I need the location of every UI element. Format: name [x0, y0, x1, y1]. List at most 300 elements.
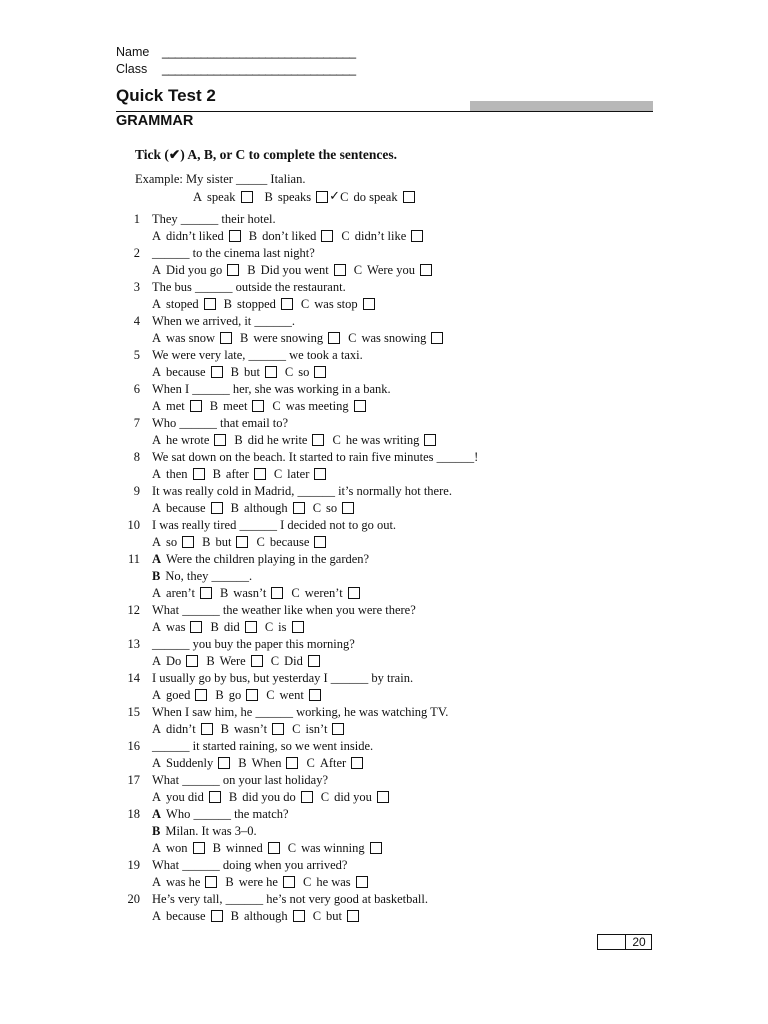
- option-c[interactable]: [291, 585, 359, 601]
- options-row: [152, 840, 390, 856]
- answer-checkbox[interactable]: [308, 655, 320, 667]
- option-text: was: [166, 620, 186, 634]
- answer-checkbox[interactable]: [218, 757, 230, 769]
- option-text: Suddenly: [166, 756, 214, 770]
- answer-checkbox[interactable]: [271, 587, 283, 599]
- answer-checkbox[interactable]: [272, 723, 284, 735]
- option-letter: B: [225, 875, 234, 889]
- option-letter: A: [152, 535, 162, 549]
- answer-checkbox[interactable]: [420, 264, 432, 276]
- question-text: [152, 568, 252, 584]
- option-b[interactable]: [210, 398, 265, 414]
- option-letter: B: [240, 331, 249, 345]
- answer-checkbox[interactable]: [200, 587, 212, 599]
- option-letter: B: [212, 841, 221, 855]
- option-c[interactable]: [354, 262, 432, 278]
- options-row: [152, 296, 383, 312]
- page-title: Quick Test 2: [116, 86, 216, 105]
- question-text: [152, 704, 448, 720]
- question-number: 7: [133, 416, 140, 430]
- question-number: 19: [127, 858, 140, 872]
- option-text: Did you went: [260, 263, 329, 277]
- option-c[interactable]: [272, 398, 365, 414]
- answer-checkbox[interactable]: [431, 332, 443, 344]
- option-text: speaks: [277, 190, 312, 204]
- score-total: 20: [632, 935, 646, 949]
- option-text: was snowing: [361, 331, 427, 345]
- option-b[interactable]: [249, 228, 334, 244]
- question-sentence: When we arrived, it ______.: [152, 314, 296, 328]
- option-b[interactable]: [220, 585, 283, 601]
- option-text: he wrote: [166, 433, 210, 447]
- option-text: because: [166, 365, 206, 379]
- answer-checkbox[interactable]: [314, 366, 326, 378]
- option-b[interactable]: [213, 840, 280, 856]
- option-text: met: [166, 399, 185, 413]
- question-sentence: ______ you buy the paper this morning?: [152, 637, 355, 651]
- options-row: [152, 228, 431, 244]
- question-sentence: The bus ______ outside the restaurant.: [152, 280, 346, 294]
- question-text: [152, 449, 478, 465]
- answer-checkbox[interactable]: [205, 876, 217, 888]
- option-b[interactable]: [240, 330, 340, 346]
- option-letter: A: [152, 399, 162, 413]
- option-letter: B: [238, 756, 247, 770]
- option-letter: B: [210, 620, 219, 634]
- option-b[interactable]: [247, 262, 345, 278]
- class-blank-line[interactable]: ______________________________: [162, 62, 356, 76]
- options-row: [152, 398, 374, 414]
- option-text: was stop: [314, 297, 358, 311]
- option-text: he was: [316, 875, 351, 889]
- answer-checkbox[interactable]: [314, 468, 326, 480]
- option-b[interactable]: [224, 296, 293, 312]
- option-text: Did you go: [166, 263, 223, 277]
- question-text: [152, 602, 416, 618]
- header-grey-bar: [470, 101, 653, 111]
- example-label: Example:: [135, 172, 183, 186]
- option-text: speak: [207, 190, 236, 204]
- option-text: is: [278, 620, 287, 634]
- option-a[interactable]: [152, 296, 216, 312]
- answer-checkbox[interactable]: [265, 366, 277, 378]
- answer-checkbox[interactable]: [424, 434, 436, 446]
- option-text: so: [166, 535, 178, 549]
- option-text: but: [243, 365, 260, 379]
- option-a[interactable]: [152, 840, 205, 856]
- option-letter: B: [228, 790, 238, 804]
- options-row: [152, 721, 352, 737]
- option-a[interactable]: [152, 653, 198, 669]
- question-sentence: Who ______ that email to?: [152, 416, 289, 430]
- question-number: 15: [127, 705, 140, 719]
- answer-checkbox[interactable]: [334, 264, 346, 276]
- question-sentence: ______ it started raining, so we went inside.: [152, 739, 374, 753]
- option-text: although: [243, 501, 288, 515]
- option-b[interactable]: [231, 500, 305, 516]
- option-text: Were you: [367, 263, 415, 277]
- option-letter: B: [230, 365, 239, 379]
- answer-checkbox[interactable]: [251, 655, 263, 667]
- answer-checkbox[interactable]: [293, 502, 305, 514]
- option-c[interactable]: [332, 432, 436, 448]
- answer-checkbox[interactable]: [411, 230, 423, 242]
- question-sentence: He’s very tall, ______ he’s not very good at basketball.: [152, 892, 428, 906]
- answer-checkbox[interactable]: [286, 757, 298, 769]
- question-text: [152, 857, 347, 873]
- option-a[interactable]: [152, 466, 205, 482]
- option-letter: B: [247, 263, 256, 277]
- answer-checkbox[interactable]: [246, 689, 258, 701]
- option-letter: A: [152, 433, 162, 447]
- question-sentence: When I saw him, he ______ working, he was watching TV.: [152, 705, 449, 719]
- question-sentence: Were the children playing in the garden?: [166, 552, 370, 566]
- option-text: winned: [225, 841, 263, 855]
- option-letter: B: [219, 586, 229, 600]
- option-letter: B: [220, 722, 230, 736]
- option-b[interactable]: [231, 364, 277, 380]
- option-text: then: [166, 467, 188, 481]
- answer-checkbox[interactable]: [301, 791, 313, 803]
- answer-checkbox[interactable]: [211, 502, 223, 514]
- answer-checkbox[interactable]: [245, 621, 257, 633]
- option-text: Did: [284, 654, 303, 668]
- option-text: don’t liked: [262, 229, 317, 243]
- option-letter: A: [152, 688, 162, 702]
- answer-checkbox[interactable]: [332, 723, 344, 735]
- option-letter: A: [152, 756, 162, 770]
- question-number: 12: [127, 603, 140, 617]
- option-text: he was writing: [345, 433, 420, 447]
- answer-checkbox[interactable]: [281, 298, 293, 310]
- option-letter: C: [270, 654, 280, 668]
- option-text: didn’t: [166, 722, 196, 736]
- speaker-label: B: [152, 824, 161, 838]
- option-letter: B: [202, 535, 211, 549]
- option-text: later: [287, 467, 310, 481]
- option-letter: C: [341, 229, 350, 243]
- option-text: stoped: [166, 297, 199, 311]
- option-b[interactable]: [213, 466, 266, 482]
- option-letter: C: [292, 722, 301, 736]
- option-b[interactable]: [234, 432, 324, 448]
- option-b[interactable]: [265, 189, 329, 205]
- option-letter: C: [332, 433, 341, 447]
- option-letter: A: [152, 875, 162, 889]
- example-line: [135, 171, 305, 187]
- answer-checkbox[interactable]: [201, 723, 213, 735]
- options-row: [152, 364, 334, 380]
- answer-checkbox[interactable]: [351, 757, 363, 769]
- option-c[interactable]: [301, 296, 375, 312]
- option-letter: B: [209, 399, 219, 413]
- option-c[interactable]: [274, 466, 327, 482]
- option-c[interactable]: [288, 840, 382, 856]
- question-text: [152, 670, 413, 686]
- answer-checkbox[interactable]: [182, 536, 194, 548]
- question-sentence: We were very late, ______ we took a taxi.: [152, 348, 363, 362]
- option-text: because: [166, 909, 206, 923]
- answer-checkbox[interactable]: [254, 468, 266, 480]
- option-text: wasn’t: [233, 586, 267, 600]
- answer-checkbox[interactable]: [190, 400, 202, 412]
- question-text: [152, 806, 289, 822]
- question-text: [152, 245, 315, 261]
- option-letter: C: [273, 467, 283, 481]
- instruction-pre: Tick (: [135, 147, 169, 162]
- speaker-label: B: [152, 569, 161, 583]
- option-text: so: [326, 501, 338, 515]
- option-text: did he write: [247, 433, 308, 447]
- answer-checkbox[interactable]: [193, 468, 205, 480]
- options-row: [152, 466, 334, 482]
- question-number: 5: [133, 348, 140, 362]
- answer-checkbox[interactable]: [348, 587, 360, 599]
- options-row: [152, 908, 367, 924]
- option-a[interactable]: [152, 874, 217, 890]
- option-c[interactable]: [285, 364, 326, 380]
- option-c[interactable]: [341, 228, 423, 244]
- option-c[interactable]: [348, 330, 443, 346]
- option-c[interactable]: [303, 874, 368, 890]
- question-sentence: When I ______ her, she was working in a bank.: [152, 382, 391, 396]
- answer-checkbox[interactable]: [328, 332, 340, 344]
- answer-checkbox[interactable]: [363, 298, 375, 310]
- option-a[interactable]: [152, 364, 223, 380]
- question-number: 9: [133, 484, 140, 498]
- option-a[interactable]: [152, 789, 221, 805]
- question-text: [152, 313, 295, 329]
- option-letter: C: [353, 263, 363, 277]
- option-a[interactable]: [152, 262, 239, 278]
- question-number: 8: [133, 450, 140, 464]
- option-a[interactable]: [152, 534, 194, 550]
- question-sentence: What ______ doing when you arrived?: [152, 858, 348, 872]
- option-text: was winning: [301, 841, 365, 855]
- option-text: went: [279, 688, 304, 702]
- options-row: [152, 874, 376, 890]
- option-a[interactable]: [152, 755, 230, 771]
- option-letter: A: [152, 263, 162, 277]
- option-letter: C: [266, 688, 275, 702]
- question-sentence: Milan. It was 3–0.: [165, 824, 257, 838]
- question-text: [152, 772, 328, 788]
- option-letter: B: [230, 501, 239, 515]
- question-sentence: No, they ______.: [165, 569, 253, 583]
- option-letter: A: [152, 297, 162, 311]
- answer-checkbox[interactable]: [211, 366, 223, 378]
- answer-checkbox[interactable]: [229, 230, 241, 242]
- option-c[interactable]: [265, 619, 304, 635]
- tick-icon: ✔: [168, 147, 181, 162]
- options-row: [152, 789, 397, 805]
- option-text: you did: [166, 790, 204, 804]
- question-number: 17: [127, 773, 140, 787]
- option-letter: B: [248, 229, 258, 243]
- option-text: weren’t: [304, 586, 343, 600]
- option-letter: C: [302, 875, 312, 889]
- answer-checkbox[interactable]: [252, 400, 264, 412]
- answer-checkbox[interactable]: [342, 502, 354, 514]
- option-letter: C: [312, 501, 322, 515]
- option-a[interactable]: [152, 721, 213, 737]
- option-letter: C: [312, 909, 322, 923]
- question-text: [152, 551, 369, 567]
- option-text: won: [166, 841, 188, 855]
- option-c[interactable]: [340, 189, 414, 205]
- option-a[interactable]: [152, 908, 223, 924]
- answer-checkbox[interactable]: [377, 791, 389, 803]
- option-text: aren’t: [166, 586, 195, 600]
- answer-checkbox[interactable]: [314, 536, 326, 548]
- option-b[interactable]: [238, 755, 298, 771]
- question-number: 4: [133, 314, 140, 328]
- question-number: 10: [127, 518, 140, 532]
- header-rule: [116, 111, 653, 112]
- answer-checkbox[interactable]: [403, 191, 415, 203]
- answer-checkbox[interactable]: [321, 230, 333, 242]
- option-text: so: [298, 365, 310, 379]
- option-letter: C: [320, 790, 330, 804]
- option-a[interactable]: [152, 228, 241, 244]
- answer-checkbox[interactable]: [211, 910, 223, 922]
- answer-checkbox[interactable]: [195, 689, 207, 701]
- answer-checkbox[interactable]: [354, 400, 366, 412]
- option-a[interactable]: [152, 585, 212, 601]
- option-b[interactable]: [231, 908, 305, 924]
- answer-checkbox[interactable]: [209, 791, 221, 803]
- instruction-post: ) A, B, or C to complete the sentences.: [180, 147, 398, 162]
- option-a[interactable]: [152, 398, 202, 414]
- option-letter: C: [291, 586, 300, 600]
- answer-checkbox[interactable]: [309, 689, 321, 701]
- option-a[interactable]: [152, 500, 223, 516]
- options-row: [152, 653, 328, 669]
- question-sentence: What ______ on your last holiday?: [152, 773, 329, 787]
- option-text: do speak: [353, 190, 398, 204]
- option-letter: A: [193, 190, 203, 204]
- option-b[interactable]: [202, 534, 248, 550]
- answer-checkbox[interactable]: [312, 434, 324, 446]
- option-b[interactable]: [221, 721, 284, 737]
- name-blank-line[interactable]: ______________________________: [162, 45, 356, 59]
- answer-checkbox[interactable]: [186, 655, 198, 667]
- option-letter: A: [152, 467, 162, 481]
- option-c[interactable]: [266, 687, 321, 703]
- option-text: stopped: [237, 297, 276, 311]
- section-heading: GRAMMAR: [116, 113, 194, 129]
- option-text: wasn’t: [234, 722, 268, 736]
- speaker-label: A: [152, 552, 162, 566]
- question-text: [152, 823, 257, 839]
- option-letter: A: [152, 722, 162, 736]
- option-text: although: [243, 909, 288, 923]
- options-row: [152, 585, 368, 601]
- option-text: didn’t liked: [166, 229, 224, 243]
- option-text: was meeting: [285, 399, 349, 413]
- answer-checkbox[interactable]: [292, 621, 304, 633]
- option-c[interactable]: [271, 653, 320, 669]
- option-a[interactable]: [152, 432, 226, 448]
- answer-checkbox[interactable]: [204, 298, 216, 310]
- option-text: isn’t: [305, 722, 328, 736]
- option-text: Do: [166, 654, 182, 668]
- option-text: because: [269, 535, 310, 549]
- answer-checkbox[interactable]: [214, 434, 226, 446]
- option-c[interactable]: [321, 789, 389, 805]
- option-text: did: [223, 620, 240, 634]
- question-sentence: They ______ their hotel.: [152, 212, 276, 226]
- option-text: because: [166, 501, 206, 515]
- answer-checkbox[interactable]: [268, 842, 280, 854]
- option-a[interactable]: [152, 687, 207, 703]
- answer-checkbox[interactable]: [347, 910, 359, 922]
- answer-checkbox[interactable]: [293, 910, 305, 922]
- answer-checkbox[interactable]: [227, 264, 239, 276]
- option-letter: A: [152, 790, 162, 804]
- answer-checkbox[interactable]: [220, 332, 232, 344]
- option-text: Were: [219, 654, 246, 668]
- option-text: did you: [334, 790, 372, 804]
- question-number: 6: [133, 382, 140, 396]
- options-row: [152, 500, 362, 516]
- option-c[interactable]: [292, 721, 344, 737]
- question-number: 18: [127, 807, 140, 821]
- option-b[interactable]: [206, 653, 262, 669]
- option-a[interactable]: [152, 619, 202, 635]
- question-number: 3: [133, 280, 140, 294]
- answer-checkbox[interactable]: [190, 621, 202, 633]
- answer-checkbox[interactable]: [283, 876, 295, 888]
- option-letter: A: [152, 909, 162, 923]
- option-c[interactable]: [313, 500, 354, 516]
- option-letter: A: [152, 841, 162, 855]
- option-text: When: [251, 756, 282, 770]
- options-row: [152, 330, 451, 346]
- option-text: were he: [238, 875, 278, 889]
- question-sentence: I was really tired ______ I decided not to go out.: [152, 518, 397, 532]
- question-number: 13: [127, 637, 140, 651]
- answer-checkbox[interactable]: [193, 842, 205, 854]
- option-letter: C: [256, 535, 265, 549]
- question-number: 20: [127, 892, 140, 906]
- option-letter: C: [306, 756, 315, 770]
- option-text: go: [228, 688, 242, 702]
- option-letter: C: [284, 365, 294, 379]
- answer-checkbox[interactable]: [356, 876, 368, 888]
- option-a[interactable]: [193, 189, 253, 205]
- question-text: [152, 636, 355, 652]
- question-text: [152, 211, 276, 227]
- option-b[interactable]: [215, 687, 258, 703]
- option-letter: B: [212, 467, 221, 481]
- answer-checkbox[interactable]: [241, 191, 253, 203]
- option-c[interactable]: [306, 755, 363, 771]
- option-letter: B: [215, 688, 224, 702]
- option-c[interactable]: [313, 908, 359, 924]
- checked-checkbox[interactable]: [316, 191, 328, 203]
- option-c[interactable]: [256, 534, 326, 550]
- option-letter: A: [152, 229, 162, 243]
- name-label: Name: [116, 45, 150, 59]
- option-b[interactable]: [229, 789, 313, 805]
- answer-checkbox[interactable]: [236, 536, 248, 548]
- option-b[interactable]: [210, 619, 256, 635]
- option-b[interactable]: [225, 874, 295, 890]
- option-a[interactable]: [152, 330, 232, 346]
- option-letter: A: [152, 654, 162, 668]
- answer-checkbox[interactable]: [370, 842, 382, 854]
